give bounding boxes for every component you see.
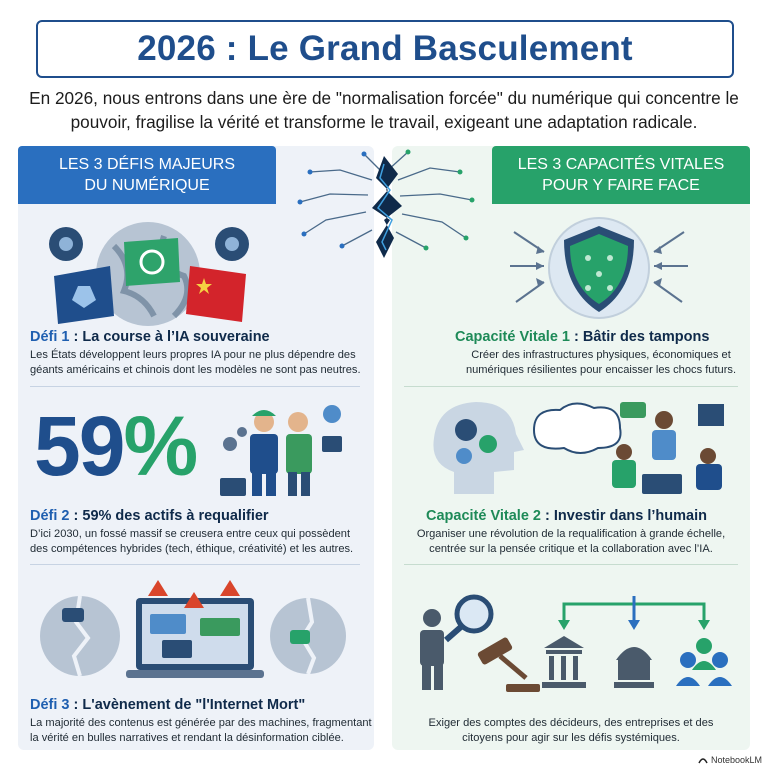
big-stat-number: 59 [34,399,124,493]
people-icon [676,638,732,686]
professional-icon [286,405,342,496]
right-header [492,146,750,204]
defi-1-key: Défi 1 [30,329,70,345]
eu-ai-flag-icon [54,266,114,324]
page-title: 2026 : Le Grand Basculement [137,29,633,68]
capacite-2-heading: : Investir dans l’humain [541,508,707,524]
laptop-warning-icon [126,580,264,678]
capacite-1-heading: : Bâtir des tampons [570,329,710,345]
title-box [36,20,734,78]
defi-3-key: Défi 3 [30,697,70,713]
dead-internet-illustration [40,578,350,688]
defi-2-heading: : 59% des actifs à requalifier [69,508,269,524]
divider [30,386,360,387]
workers-illustration [216,400,366,500]
shield-circuit-icon [504,212,694,322]
defi-2-key: Défi 2 [30,508,70,524]
capacite-1-title [455,329,709,345]
capacite-2-key: Capacité Vitale 2 [426,508,541,524]
left-header [18,146,276,204]
big-stat-percent: % [123,399,197,493]
broken-globe-icon [270,598,346,674]
defi-3-text: La majorité des contenus est générée par des machines, fragmentant la vérité en bulles narratives et rendant la désinformation ciblée. [30,717,372,744]
human-invest-illustration [424,394,740,502]
head-gears-icon [433,402,524,494]
defi-1-heading: : La course à l’IA souveraine [69,329,270,345]
notebooklm-badge [698,755,762,765]
defi-3-heading: : L'avènement de "l'Internet Mort" [69,697,306,713]
intro-text: En 2026, nous entrons dans une ère de "normalisation forcée" du numérique qui concentre le pouvoir, fragilise la vérité et transforme le travail, exigeant une adaptation radicale. [29,88,739,132]
capacite-1-text: Créer des infrastructures physiques, économiques et numériques résilientes pour encaisser les chocs futurs. [465,349,737,376]
capacite-3-text: Exiger des comptes des décideurs, des entreprises et des citoyens pour agir sur les défis systémiques. [428,717,714,744]
sovereign-ai-illustration [44,216,254,326]
defi-2-text: D’ici 2030, un fossé massif se creusera entre ceux qui possèdent des compétences hybrides (tech, éthique, créativité) et les autres. [30,528,354,555]
right-header-text: LES 3 CAPACITÉS VITALES POUR Y FAIRE FACE [517,156,725,194]
gavel-icon [477,636,540,692]
capacite-1-key: Capacité Vitale 1 [455,329,570,345]
worker-icon [220,410,278,496]
divider [404,386,738,387]
notebooklm-label: NotebookLM [710,755,762,765]
capacite-2-text: Organiser une révolution de la requalification à grande échelle, centrée sur la pensée critique et la collaboration avec l’IA. [416,528,726,555]
accountability-illustration [414,590,740,700]
divider [30,564,360,565]
defi-3-title [30,697,305,713]
left-header-text: LES 3 DÉFIS MAJEURS DU NUMÉRIQUE [58,156,236,194]
institutions-icon [542,636,654,688]
magnifier-person-icon [420,597,491,690]
china-flag-icon [186,266,246,322]
big-stat [34,399,197,493]
crack-icon [280,150,488,260]
divider [404,564,738,565]
openai-flag-icon [124,238,180,286]
defi-2-title [30,508,269,524]
defi-1-text: Les États développent leurs propres IA pour ne plus dépendre des géants américains et chinois dont les modèles ne sont pas neutres. [30,349,361,376]
defi-1-title [30,329,270,345]
notebooklm-icon [698,756,708,764]
team-icon [612,402,724,494]
capacite-2-title [426,508,707,524]
broken-globe-icon [40,596,120,676]
